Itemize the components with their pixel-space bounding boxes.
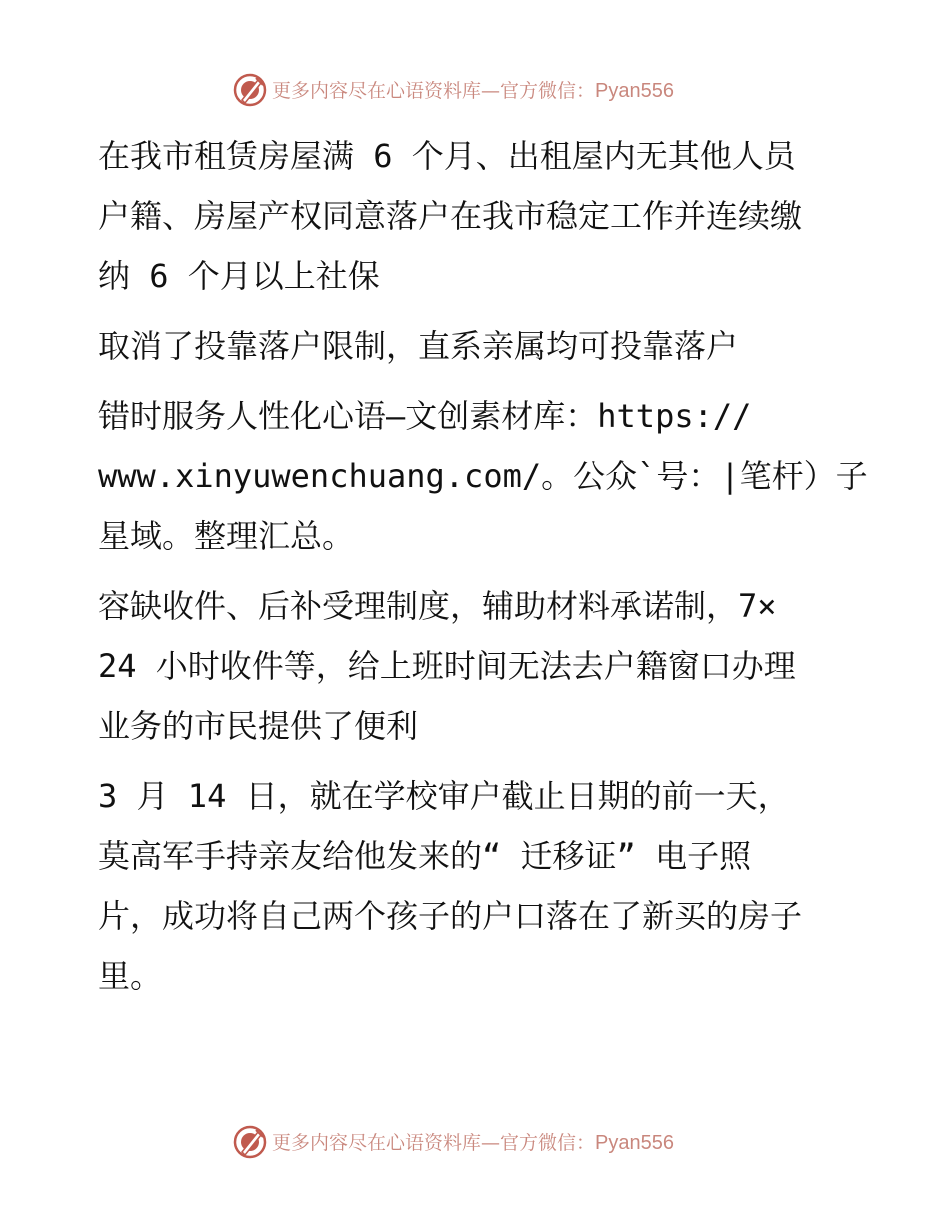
paragraph-4 (98, 576, 858, 756)
header-wechat-id: Pyan556 (595, 80, 674, 102)
paragraph-3 (98, 386, 868, 566)
header-banner-text: 更多内容尽在心语资料库—官方微信：Pyan556 (272, 80, 674, 102)
footer-banner (0, 1122, 950, 1162)
footer-banner-text: 更多内容尽在心语资料库—官方微信：Pyan556 (272, 1132, 674, 1154)
paragraph-5 (98, 766, 858, 1006)
text-line: 在我市租赁房屋满 6 个月、出租屋内无其他人员 (98, 137, 796, 175)
text-line: 24 小时收件等，给上班时间无法去户籍窗口办理 (98, 647, 796, 685)
text-line: www.xinyuwenchuang.com/。公众`号：|笔杆）子 (98, 457, 868, 495)
text-line: 容缺收件、后补受理制度，辅助材料承诺制，7× (98, 587, 777, 625)
text-line: 片，成功将自己两个孩子的户口落在了新买的房子 (98, 897, 803, 935)
text-line: 纳 6 个月以上社保 (98, 257, 380, 295)
footer-wechat-id: Pyan556 (595, 1132, 674, 1154)
header-banner (0, 70, 950, 110)
text-line: 业务的市民提供了便利 (98, 707, 419, 745)
text-line: 莫高军手持亲友给他发来的“ 迁移证” 电子照 (98, 837, 752, 875)
text-line: 取消了投靠落户限制，直系亲属均可投靠落户 (98, 327, 739, 365)
text-line: 里。 (98, 957, 163, 995)
text-line: 错时服务人性化心语—文创素材库：https:// (98, 397, 752, 435)
document-body (98, 126, 868, 1016)
paragraph-1 (98, 126, 858, 306)
text-line: 户籍、房屋产权同意落户在我市稳定工作并连续缴 (98, 197, 803, 235)
paragraph-2 (98, 316, 858, 376)
text-line: 星域。整理汇总。 (98, 517, 355, 555)
pen-logo-icon (232, 72, 268, 108)
pen-logo-icon (232, 1124, 268, 1160)
text-line: 3 月 14 日，就在学校审户截止日期的前一天， (98, 777, 790, 815)
